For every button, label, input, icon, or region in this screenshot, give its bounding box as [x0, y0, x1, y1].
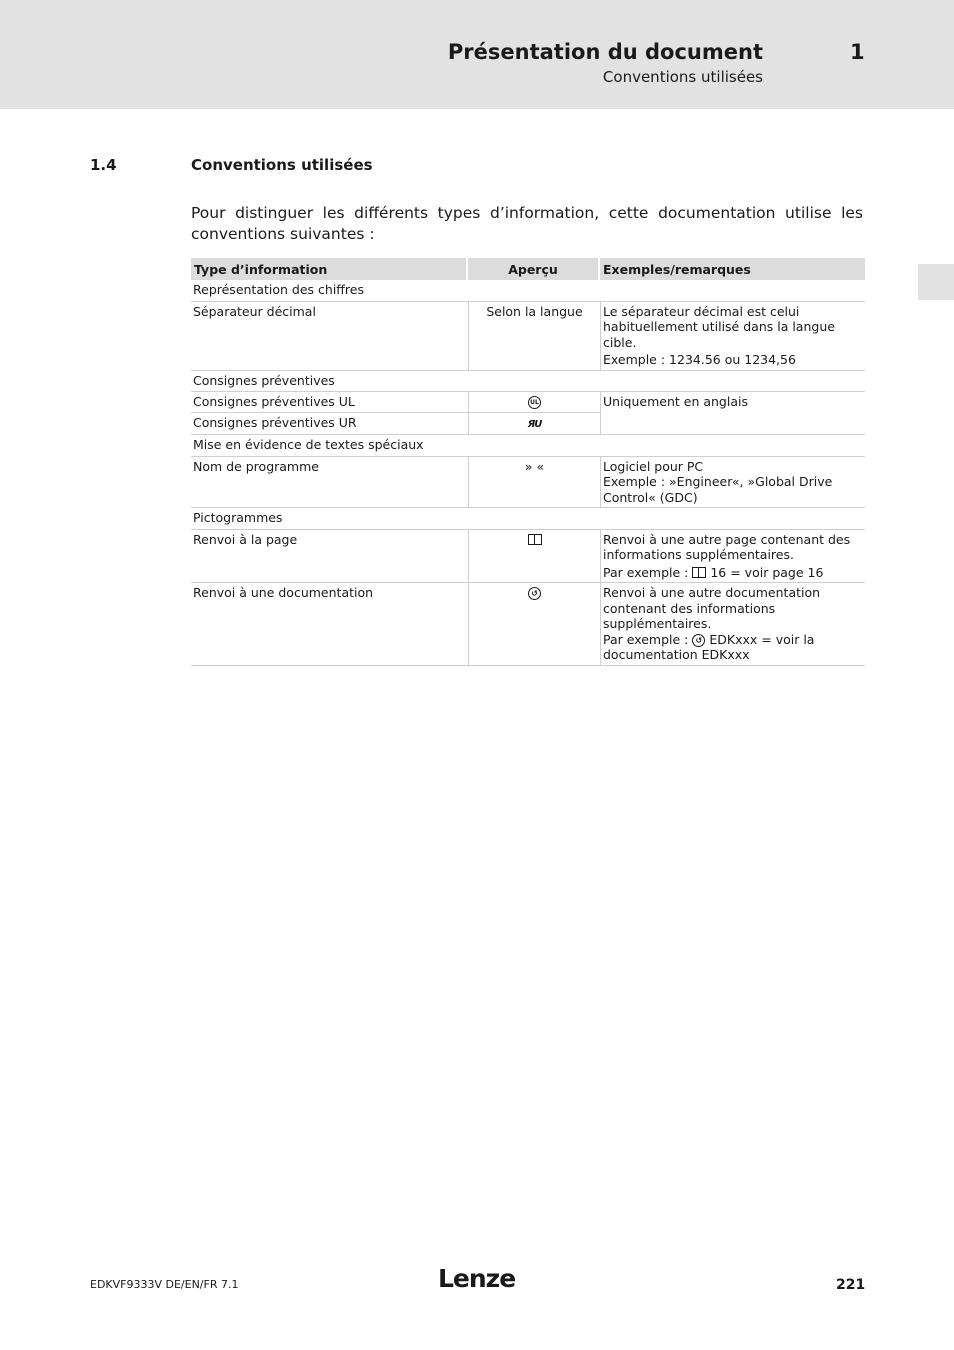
table-row	[191, 302, 865, 371]
documentation-icon: ↺	[528, 587, 541, 600]
type-cell: Séparateur décimal	[191, 302, 468, 371]
header-preview: Aperçu	[468, 258, 600, 280]
remark-text: Renvoi à une autre page contenant des informations supplémentaires.	[603, 531, 851, 562]
header-type: Type d’information	[191, 258, 468, 280]
section-title: Conventions utilisées	[191, 156, 373, 174]
group-label: Représentation des chiffres	[191, 280, 865, 302]
remark-example: Exemple : »Engineer«, »Global Drive Control« (GDC)	[603, 474, 833, 505]
chapter-number: 1	[850, 40, 865, 64]
remark-cell	[600, 583, 865, 666]
remark-text: Le séparateur décimal est celui habituellement utilisé dans la langue cible.	[603, 303, 835, 350]
table-header-row	[191, 258, 865, 280]
table-row	[191, 583, 865, 666]
document-code: EDKVF9333V DE/EN/FR 7.1	[90, 1278, 239, 1291]
book-icon	[692, 567, 706, 578]
preview-cell: » «	[468, 457, 600, 509]
group-row-highlight	[191, 435, 865, 457]
remark-prefix: Par exemple :	[603, 564, 689, 580]
chapter-subtitle: Conventions utilisées	[602, 68, 763, 86]
remark-prefix: Par exemple :	[603, 631, 689, 647]
remark-cell	[600, 530, 865, 584]
chapter-title: Présentation du document	[447, 40, 763, 64]
conventions-table	[191, 258, 865, 666]
type-cell: Consignes préventives UR	[191, 413, 468, 436]
remark-example: Exemple : 1234.56 ou 1234,56	[603, 352, 796, 367]
type-cell: Renvoi à une documentation	[191, 583, 468, 666]
preview-cell	[468, 413, 600, 436]
group-row-numbers	[191, 280, 865, 302]
remark-example	[603, 632, 863, 663]
type-cell: Renvoi à la page	[191, 530, 468, 584]
page-number: 221	[836, 1277, 866, 1293]
remark-cell	[600, 302, 865, 371]
book-icon	[528, 534, 542, 545]
type-cell: Consignes préventives UL	[191, 392, 468, 413]
group-label: Pictogrammes	[191, 508, 865, 530]
ur-mark-icon: ЯU	[527, 418, 542, 430]
group-label: Mise en évidence de textes spéciaux	[191, 435, 865, 457]
section-number: 1.4	[90, 156, 117, 174]
documentation-icon: ↺	[692, 634, 705, 647]
group-row-pictograms	[191, 508, 865, 530]
remark-example	[603, 565, 863, 581]
group-label: Consignes préventives	[191, 371, 865, 393]
chapter-side-tab	[918, 264, 954, 300]
header-examples: Exemples/remarques	[600, 258, 865, 280]
remark-text: Renvoi à une autre documentation contenant des informations supplémentaires.	[603, 585, 821, 631]
remark-suffix: 16 = voir page 16	[710, 564, 824, 580]
group-row-warnings	[191, 371, 865, 393]
remark-suffix: EDKxxx = voir la documentation EDKxxx	[603, 631, 815, 662]
table-row	[191, 457, 865, 509]
preview-cell: Selon la langue	[468, 302, 600, 371]
remark-cell: Uniquement en anglais	[600, 392, 865, 435]
preview-cell	[468, 530, 600, 584]
intro-paragraph: Pour distinguer les différents types d’information, cette documentation utilise les conventions suivantes :	[191, 204, 863, 243]
preview-cell	[468, 583, 600, 666]
type-cell: Nom de programme	[191, 457, 468, 509]
lenze-logo: Lenze	[438, 1264, 516, 1293]
preview-cell	[468, 392, 600, 413]
table-row	[191, 392, 865, 413]
table-row	[191, 530, 865, 584]
remark-cell	[600, 457, 865, 509]
remark-text: Logiciel pour PC	[603, 458, 704, 474]
ul-mark-icon: UL	[528, 396, 541, 409]
